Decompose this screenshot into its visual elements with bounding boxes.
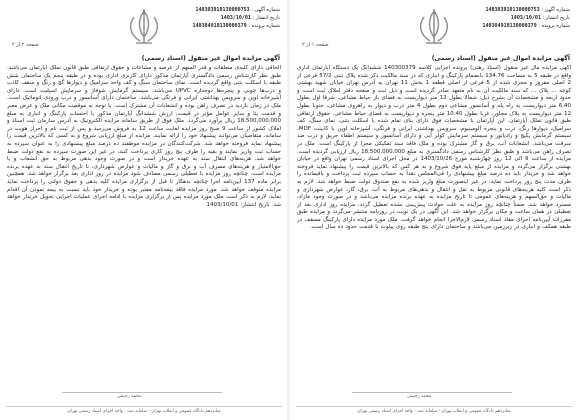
- right-page: [292, 4, 576, 416]
- state-emblem-icon: [412, 7, 456, 47]
- signer-name: محمد رحیمی: [117, 394, 142, 399]
- right-notice-meta: [460, 6, 570, 30]
- signature-line: [352, 392, 512, 393]
- case-number-value: 140304910130000379: [482, 23, 537, 29]
- notice-number-value: 140303910130000753: [195, 7, 250, 13]
- right-page-header: [292, 4, 576, 54]
- page-footer: شانزدهم دادگاه عمومی و انقلاب تهران - سامانه ثبت - واحد اجرای اسناد رسمی تهران: [6, 406, 282, 414]
- publish-date-value: 1403/10/01: [510, 15, 541, 21]
- page-footer: شانزدهم دادگاه عمومی و انقلاب تهران - سامانه ثبت - واحد اجرای اسناد رسمی تهران: [296, 406, 572, 414]
- notice-body: الحاقی دارای کلیه‌ی متعلقات و قدر السهم از عرصه و مشاعات و حقوق ارتفاقی طبق قانون تملک آپارتمان می‌باشد. طبق نظر کارشناس رسمی دادگستری آپارتمان مذکور دارای کاربری اداری بوده و در طبقه پنجم یک ساختمان شش طبقه با اسکلت بتنی واقع گردیده است. نمای ساختمان سنگ و کف واحد سرامیک و دیوارها گچ و رنگ و سقف کاذب و درب‌ها چوبی و پنجره‌ها دوجداره UPVC می‌باشد. سیستم گرمایش شوفاژ و سرمایش اسپلیت است. دارای آشپزخانه اوپن و سرویس بهداشتی ایرانی و فرنگی می‌باشد. ساختمان دارای آسانسور و درب ورودی اتوماتیک است. ملک در زمان بازدید در تصرف راهن بوده و انشعابات آن مشترک است. با توجه به موقعیت مکانی ملک و عرض معبر و قدمت بنا و سایر عوامل مؤثر در قیمت، ارزش ششدانگ آپارتمان مذکور با احتساب پارکینگ و انباری به مبلغ 18,500,000,000 ریال برآورد می‌گردد. ملک فوق از طریق سامانه مزایده الکترونیک به آدرس سازمان ثبت اسناد و املاک کشور از ساعت 9 صبح روز مزایده لغایت ساعت 12 به فروش می‌رسد و پس از ثبت نام و احراز هویت در سامانه، متقاضیان می‌توانند پیشنهاد خود را ارائه نمایند. مزایده از مبلغ ارزیابی شروع و به کسی که بالاترین قیمت را پیشنهاد نماید فروخته خواهد شد. شرکت‌کنندگان در مزایده موظفند ده درصد مبلغ پیشنهادی را به عنوان سپرده به حساب ثبت واریز نمایند و بقیه را ظرف پنج روز کاری پرداخت کنند، در غیر این صورت سپرده به نفع دولت ضبط خواهد شد. هزینه‌های انتقال سند به عهده خریدار است و در صورت وجود بدهی مربوط به حق انشعاب و یا حق‌الامتیاز و هزینه‌های مصرف آب و برق و گاز و مالیات و عوارض شهرداری، تا تاریخ انتقال سند به عهده برنده مزایده است. چنانچه روز مزایده با تعطیلی رسمی مصادف شود مزایده در روز اداری بعد برگزار خواهد شد. همچنین برابر ماده 137 آیین‌نامه اجرا چنانچه بدهکار تا قبل از برگزاری مزایده کلیه بدهی و حقوق دولتی را پرداخت نماید مزایده متوقف خواهد شد. مورد مزایده فاقد بیمه‌نامه معتبر بوده و خریدار خود باید نسبت به بیمه نمودن آن اقدام نماید. لازم به ذکر است ملک مورد مزایده پس از برگزاری مزایده با ادامه اجرای عملیات اجرایی تحویل خریدار خواهد شد. تاریخ انتشار: 1403/10/01: [7, 65, 281, 208]
- signature-line: [62, 392, 222, 393]
- page-number: صفحه ۲ از ۲: [12, 42, 39, 48]
- publish-date-value: 1403/10/01: [220, 15, 251, 21]
- signature-block: [2, 388, 286, 402]
- case-number-label: شماره پرونده :: [248, 23, 280, 29]
- signature-block: [292, 388, 576, 402]
- case-number-value: 140304910130000379: [192, 23, 247, 29]
- notice-number-label: شماره آگهی :: [251, 7, 280, 13]
- publish-date-label: تاریخ انتشار :: [542, 15, 570, 21]
- notice-title: آگهی مزایده اموال غیر منقول (اسناد رسمی): [431, 55, 570, 62]
- state-emblem-icon: [122, 7, 166, 47]
- left-notice-meta: [170, 6, 280, 30]
- case-number-label: شماره پرونده :: [538, 23, 570, 29]
- page-number: صفحه ۱ از ۲: [302, 42, 329, 48]
- signer-name: محمد رحیمی: [407, 394, 432, 399]
- left-page-header: [2, 4, 286, 54]
- notice-body: آگهی مزایده مال غیر منقول (اسناد رهنی) پرونده اجرایی کلاسه 140300379 ششدانگ یک دستگاه آپارتمان اداری واقع در طبقه 5 به مساحت 134.76 بانضمام پارکینگ و انباری که در سند مالکیت ذکر شده پلاک ثبتی 57/2 فرعی از 2 اصلی مفروز و مجزی شده از 5 فرعی از اصلی قطعه 1 بخش 11 تهران به آدرس تهران خیابان شهید بهشتی کوچه ... پلاک ... که سند مالکیت آن به نام متعهد صادر گردیده است و ذیل ثبت و صفحه دفتر املاک ثبت است و حدود اربعه و مشخصات آن بشرح ذیل: شمالا بطول 12 متر دیواریست به فضای باز حیاط مشاعی، شرقا اول بطول 6.40 متر دیواریست به راه پله و آسانسور مشاعی دوم بطول 4 متر درب و دیوار به راهروی مشاعی، جنوبا بطول 12 متر دیواریست به پلاک مجاور، غربا بطول 10.40 متر پنجره و دیواریست به فضای حیاط مشاعی. حقوق ارتفاقی طبق قانون تملک آپارتمان. این آپارتمان با مشخصات فوق دارای بنای تمام شده با اسکلت بتنی، نمای سنگ، کف سرامیک، دیوارها رنگ، درب و پنجره آلومینیوم، سرویس بهداشتی ایرانی و فرنگی، آشپزخانه اوپن با کابینت MDF، سیستم گرمایش پکیج و رادیاتور و سیستم سرمایش کولر آبی و دارای آسانسور و سیستم اطفاء حریق و درب ضد سرقت می‌باشد. انشعابات آب، برق و گاز مشترک بوده و ملک فاقد سند تفکیکی مجزا از پارکینگ است. ملک در تصرف راهن می‌باشد و طبق نظر کارشناس رسمی دادگستری به مبلغ 18,500,000,000 ریال ارزیابی گردیده است. مزایده از ساعت 9 الی 12 روز چهارشنبه مورخ 1403/10/26 در محل اجرای اسناد رسمی تهران واقع در خیابان بهشتی برگزار می‌گردد و مزایده از مبلغ پایه فوق شروع و به هر کس که بالاترین قیمت را پیشنهاد نماید فروخته خواهد شد و خریدار باید ده درصد مبلغ پیشنهادی را فی‌المجلس نقداً به حساب سپرده ثبت پرداخت و باقیمانده را ظرف مدت پنج روز پرداخت نماید، در غیر اینصورت مبلغ واریز شده به نفع صندوق دولت ضبط خواهد شد. لازم به ذکر است کلیه هزینه‌های قانونی مربوط به نقل و انتقال و بدهی‌های مربوط به آب، برق، گاز، عوارض شهرداری و مالیات و حق‌السهم و هزینه‌های عمومی تا تاریخ مزایده به عهده برنده مزایده می‌باشد و در صورت وجود مازاد، مسترد خواهد شد. ضمناً چنانچه روز مزایده به علت حوادث پیش‌بینی نشده تعطیل گردد، مزایده روز اداری بعد از تعطیلی در همان ساعت و مکان برگزار خواهد شد. این آگهی در یک نوبت در روزنامه منتشر می‌گردد و مزایده طبق مقررات آیین‌نامه اجرای مفاد اسناد رسمی لازم‌الاجرا انجام خواهد گرفت. ملک مورد مزایده دارای پارکینگ مسقف در طبقه همکف و انباری در زیرزمین می‌باشد و ساختمان دارای پنج طبقه روی پیلوت با قدمت حدود ده سال است.: [297, 65, 571, 231]
- notice-title: آگهی مزایده اموال غیر منقول (اسناد رسمی): [141, 55, 280, 62]
- publish-date-label: تاریخ انتشار :: [252, 15, 280, 21]
- notice-number-label: شماره آگهی :: [541, 7, 570, 13]
- page-gutter: [287, 0, 290, 420]
- notice-number-value: 140303910130000753: [485, 7, 540, 13]
- left-page: [2, 4, 286, 416]
